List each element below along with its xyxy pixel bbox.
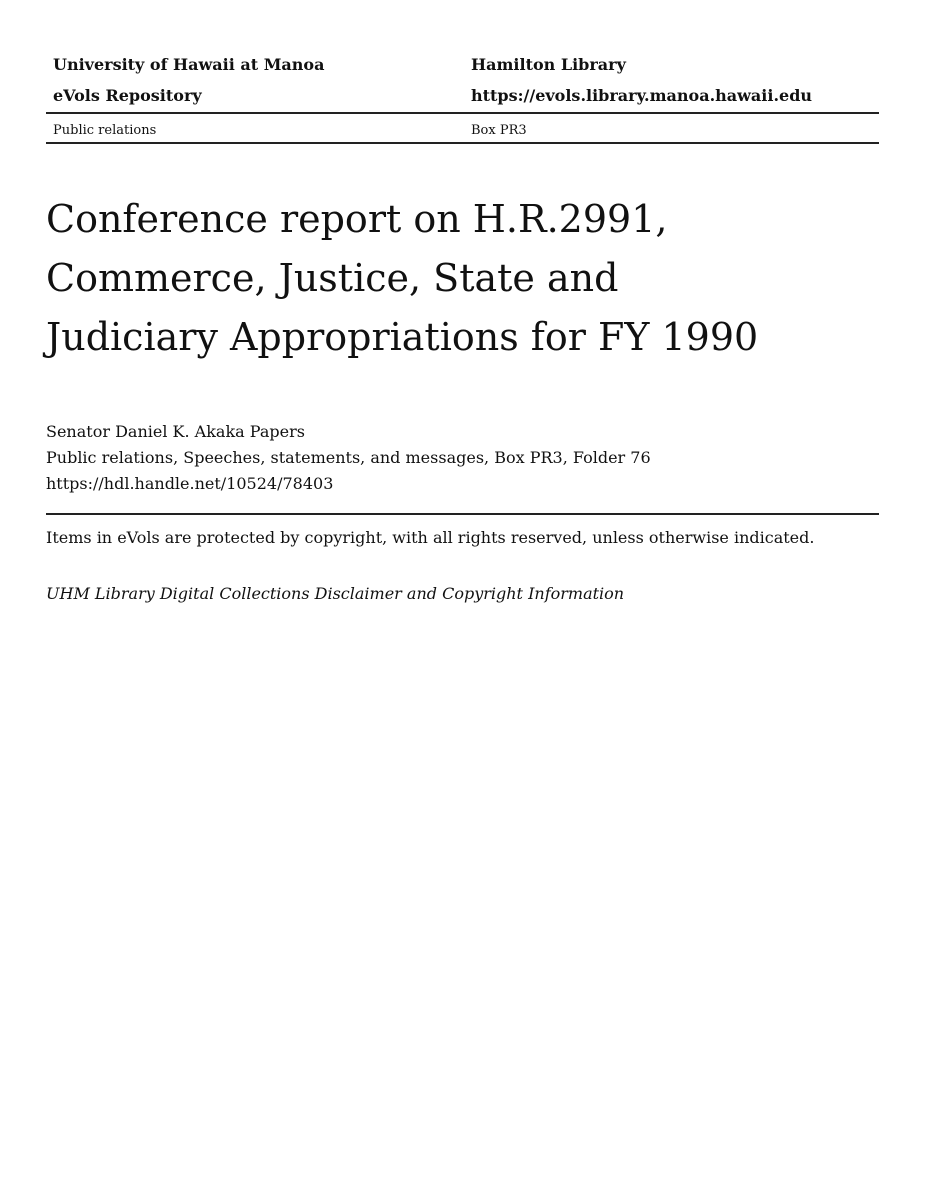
repository-name: eVols Repository <box>53 86 202 105</box>
document-header <box>46 50 879 144</box>
header-divider-bottom <box>46 142 879 144</box>
title-line: Conference report on H.R.2991, <box>46 197 668 241</box>
title-line: Commerce, Justice, State and <box>46 256 619 300</box>
rights-notice: Items in eVols are protected by copyright, with all rights reserved, unless otherwise indicated. <box>46 528 815 547</box>
header-row-collection <box>46 114 879 142</box>
institution-name: University of Hawaii at Manoa <box>53 55 325 74</box>
title-line: Judiciary Appropriations for FY 1990 <box>46 315 759 359</box>
rights-divider <box>46 513 879 515</box>
disclaimer-link[interactable]: UHM Library Digital Collections Disclaimer and Copyright Information <box>46 584 625 603</box>
folder-location: Public relations, Speeches, statements, and messages, Box PR3, Folder 76 <box>46 448 651 467</box>
document-title <box>46 190 886 367</box>
header-row-institution <box>46 50 879 81</box>
collection-name: Public relations <box>53 123 157 138</box>
repository-url[interactable]: https://evols.library.manoa.hawaii.edu <box>471 86 813 105</box>
handle-link[interactable]: https://hdl.handle.net/10524/78403 <box>46 474 334 493</box>
document-metadata <box>46 419 651 497</box>
header-row-repository <box>46 81 879 112</box>
box-label: Box PR3 <box>471 123 527 138</box>
library-name: Hamilton Library <box>471 55 626 74</box>
papers-name: Senator Daniel K. Akaka Papers <box>46 422 305 441</box>
